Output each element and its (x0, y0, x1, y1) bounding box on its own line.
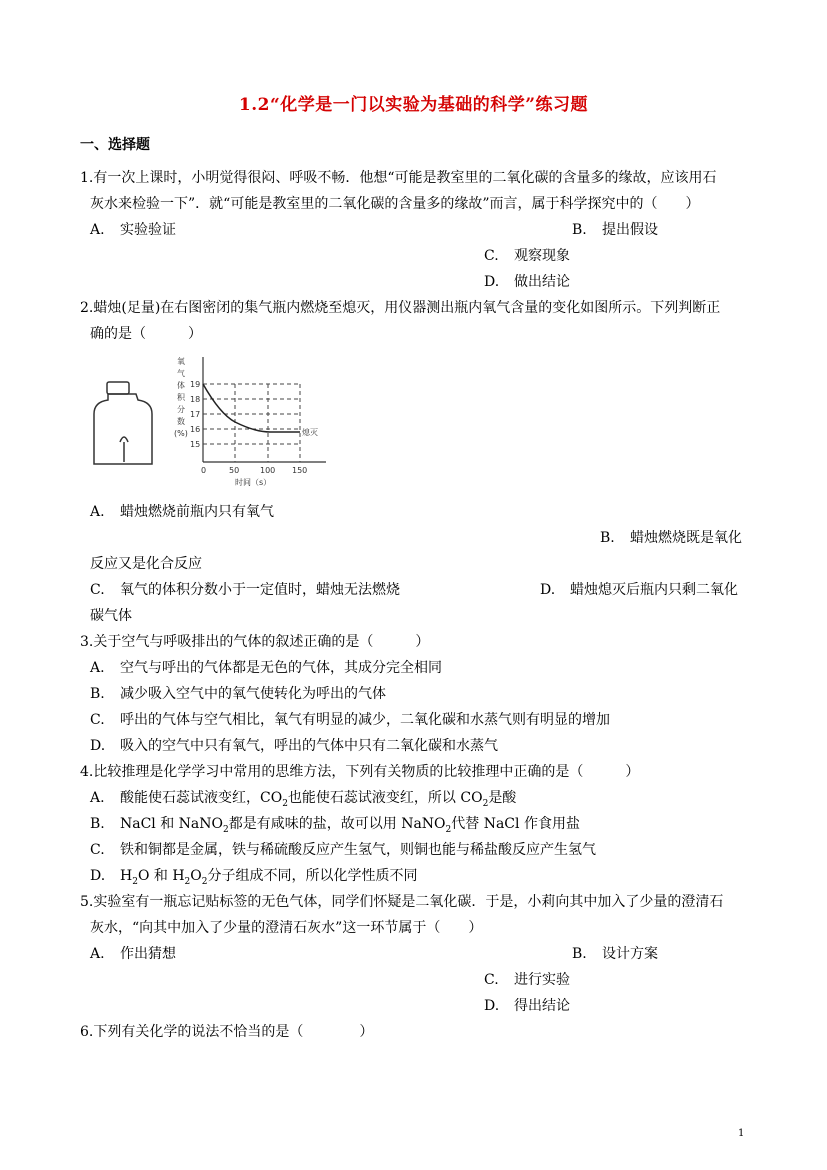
q5-option-b: B. 设计方案 (572, 946, 658, 962)
ylabel-char-2: 气 (177, 369, 185, 378)
ylabel-unit: (%) (174, 429, 188, 438)
chart-axes (203, 357, 326, 462)
gas-jar-drawing (94, 382, 152, 464)
q2-stem-line2: 确的是（ ） (90, 326, 202, 342)
q2-stem-line1: 2.蜡烛(足量)在右图密闭的集气瓶内燃烧至熄灭，用仪器测出瓶内氧气含量的变化如图所示。下列判断正 (80, 300, 721, 316)
q1-option-b: B. 提出假设 (572, 222, 658, 238)
ytick-18: 18 (190, 395, 201, 404)
xlabel: 时间（s） (235, 478, 272, 487)
q2-option-d: D. 蜡烛熄灭后瓶内只剩二氧化 (540, 582, 738, 598)
oxygen-figure (90, 352, 350, 487)
q3-option-c: C. 呼出的气体与空气相比，氧气有明显的减少，二氧化碳和水蒸气则有明显的增加 (90, 712, 610, 728)
q2-option-b: B. 蜡烛燃烧既是氧化 (600, 530, 742, 546)
ytick-16: 16 (190, 425, 201, 434)
q6-stem: 6.下列有关化学的说法不恰当的是（ ） (80, 1024, 374, 1040)
page-title: 1.2“化学是一门以实验为基础的科学”练习题 (238, 95, 589, 115)
q5-option-d: D. 得出结论 (484, 998, 570, 1014)
ytick-17: 17 (190, 410, 201, 419)
q5-option-c: C. 进行实验 (484, 972, 570, 988)
q5-option-a: A. 作出猜想 (90, 946, 176, 962)
ylabel-char-4: 积 (177, 393, 185, 402)
q1-stem-line2: 灰水来检验一下”．就“可能是教室里的二氧化碳的含量多的缘故”而言，属于科学探究中的（ ） (90, 196, 700, 212)
page-number: 1 (738, 1128, 745, 1139)
q1-option-d: D. 做出结论 (484, 274, 570, 290)
q3-stem: 3.关于空气与呼吸排出的气体的叙述正确的是（ ） (80, 634, 430, 650)
xtick-0: 0 (201, 466, 207, 475)
section-heading: 一、选择题 (80, 137, 150, 153)
ylabel-char-1: 氧 (177, 357, 185, 366)
q4-option-b: B. NaCl 和 NaNO$_2$都是有咸味的盐，故可以用 NaNO$_2$代替 NaCl 作食用盐 (90, 816, 580, 835)
oxygen-chart-svg (90, 352, 350, 487)
xtick-100: 100 (260, 466, 276, 475)
q3-option-d: D. 吸入的空气中只有氧气，呼出的气体中只有二氧化碳和水蒸气 (90, 738, 498, 754)
ylabel-char-5: 分 (177, 405, 185, 414)
q4-stem: 4.比较推理是化学学习中常用的思维方法，下列有关物质的比较推理中正确的是（ ） (80, 764, 640, 780)
xtick-150: 150 (292, 466, 308, 475)
chart-grid (203, 384, 300, 462)
q3-option-b: B. 减少吸入空气中的氧气使转化为呼出的气体 (90, 686, 386, 702)
q4-option-a: A. 酸能使石蕊试液变红，$CO_2$也能使石蕊试液变红，所以 $CO_2$是酸 (90, 790, 517, 809)
q1-option-c: C. 观察现象 (484, 248, 570, 264)
extinguish-annotation: 熄灭 (302, 428, 318, 437)
q1-option-a: A. 实验验证 (90, 222, 176, 238)
q2-option-c: C. 氧气的体积分数小于一定值时，蜡烛无法燃烧 (90, 582, 400, 598)
oxygen-curve (203, 384, 300, 432)
ylabel-char-3: 体 (177, 381, 185, 390)
q5-stem-line1: 5.实验室有一瓶忘记贴标签的无色气体，同学们怀疑是二氧化碳．于是，小莉向其中加入了少量的澄清石 (80, 894, 724, 910)
q2-option-b-cont: 反应又是化合反应 (90, 556, 202, 572)
q3-option-a: A. 空气与呼出的气体都是无色的气体，其成分完全相同 (90, 660, 442, 676)
q2-option-d-cont: 碳气体 (90, 608, 132, 624)
q2-option-a: A. 蜡烛燃烧前瓶内只有氧气 (90, 504, 274, 520)
q4-option-c: C. 铁和铜都是金属，铁与稀硫酸反应产生氢气，则铜也能与稀盐酸反应产生氢气 (90, 842, 596, 858)
ytick-19: 19 (190, 380, 201, 389)
q4-option-d: D. $H_2O$ 和 $H_2O_2$分子组成不同，所以化学性质不同 (90, 868, 418, 887)
xtick-50: 50 (229, 466, 240, 475)
ylabel-char-6: 数 (177, 417, 185, 426)
q5-stem-line2: 灰水，“向其中加入了少量的澄清石灰水”这一环节属于（ ） (90, 920, 483, 936)
ytick-15: 15 (190, 440, 201, 449)
q1-stem-line1: 1.有一次上课时，小明觉得很闷、呼吸不畅．他想“可能是教室里的二氧化碳的含量多的缘故，应该用石 (80, 170, 717, 186)
